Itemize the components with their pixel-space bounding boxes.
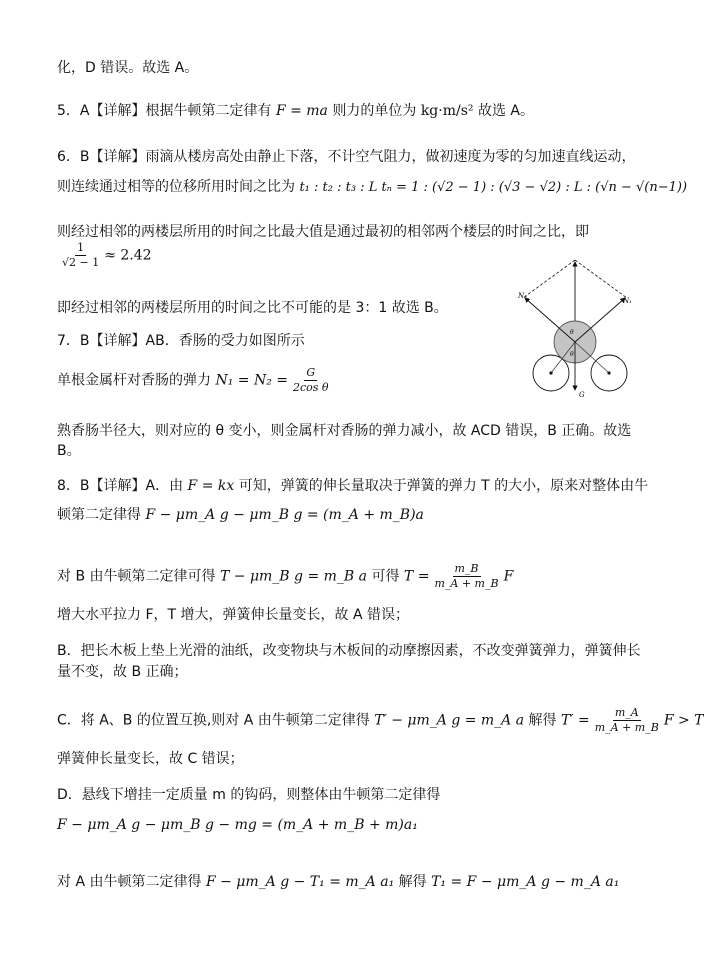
question-7-line3: 熟香肠半径大，则对应的 θ 变小，则金属杆对香肠的弹力减小，故 ACD 错误，B 正确。故选 xyxy=(57,423,632,439)
label-theta: θ xyxy=(570,329,574,336)
q6-ratio-formula: t₁ : t₂ : t₃ : L tₙ = 1 : (√2 − 1) : (√3 − √2) : L : (√n − √(n−1)) xyxy=(299,180,688,195)
question-8-line10 xyxy=(57,815,418,835)
q8-text: 8．B【详解】A．由 xyxy=(57,478,188,494)
question-8-line2 xyxy=(57,505,424,525)
q8-text: 可得 xyxy=(367,568,404,585)
q8-formula: F = kx xyxy=(187,478,235,494)
q5-text: 则力的单位为 xyxy=(327,103,421,119)
label-n2: N₂ xyxy=(518,292,527,300)
q8-text: 对 A 由牛顿第二定律得 xyxy=(57,874,206,890)
q8-formula: T = xyxy=(403,568,430,585)
question-8-line7 xyxy=(57,706,704,735)
question-8-line3 xyxy=(57,562,513,591)
n1-arrow xyxy=(575,298,625,342)
question-8-line4: 增大水平拉力 F，T 增大，弹簧伸长量变长，故 A 错误； xyxy=(57,607,409,623)
question-8-line1 xyxy=(57,476,648,496)
label-g: G xyxy=(579,391,585,399)
question-8-line8: 弹簧伸长量变长，故 C 错误； xyxy=(57,751,244,767)
dashed-line xyxy=(523,260,575,298)
question-8-line11 xyxy=(57,872,619,892)
dashed-line xyxy=(575,260,627,298)
question-8-line9: D．悬线下增挂一定质量 m 的钩码，则整体由牛顿第二定律得 xyxy=(57,787,441,803)
question-6-line4 xyxy=(57,241,152,270)
question-6-line1: 6．B【详解】雨滴从楼房高处由静止下落，不计空气阻力，做初速度为零的匀加速直线运动， xyxy=(57,149,636,165)
q8-formula: F > T xyxy=(663,712,704,729)
q8-text: 可知，弹簧的伸长量取决于弹簧的弹力 T 的大小，原来对整体由牛 xyxy=(234,478,649,494)
q8-text: 对 B 由牛顿第二定律可得 xyxy=(57,568,220,585)
question-6-line2 xyxy=(57,177,687,198)
fraction: $\frac{1}{√2 - 1}$ xyxy=(62,241,100,269)
question-6-line3: 则经过相邻的两楼层所用的时间之比最大值是通过最初的相邻两个楼层的时间之比，即 xyxy=(57,224,589,240)
q6-text: 则连续通过相等的位移所用时间之比为 xyxy=(57,179,300,195)
q8-text: 顿第二定律得 xyxy=(57,507,146,523)
q7-text: 单根金属杆对香肠的弹力 xyxy=(57,372,216,389)
q8-text: 解得 xyxy=(394,874,432,890)
fraction: $\frac{m\_B}{m\_A + m\_B}$ xyxy=(434,562,499,590)
q8-formula: T′ − μm_A g = m_A a xyxy=(374,712,525,729)
q8-formula: F − μm_A g − μm_B g = (m_A + m_B)a xyxy=(145,507,424,523)
q5-unit: kg·m/s² xyxy=(420,103,474,119)
q5-text: 故选 A。 xyxy=(473,103,534,119)
q7-formula: N₁ = N₂ = xyxy=(215,372,288,389)
question-5 xyxy=(57,101,534,121)
question-7-line1: 7．B【详解】AB．香肠的受力如图所示 xyxy=(57,333,305,349)
question-6-line5: 即经过相邻的两楼层所用的时间之比不可能的是 3：1 故选 B。 xyxy=(57,300,448,316)
force-diagram xyxy=(515,258,633,400)
q8-text: C．将 A、B 的位置互换,则对 A 由牛顿第二定律得 xyxy=(57,712,375,729)
q8-formula: F − μm_A g − μm_B g − mg = (m_A + m_B + m)a₁ xyxy=(57,817,418,833)
q8-formula: T₁ = F − μm_A g − m_A a₁ xyxy=(431,874,620,890)
label-theta: θ xyxy=(570,351,574,358)
fraction: $\frac{m\_A}{m\_A + m\_B}$ xyxy=(594,706,659,734)
question-8-line5: B．把长木板上垫上光滑的油纸，改变物块与木板间的动摩擦因素，不改变弹簧弹力，弹簧伸长 xyxy=(57,643,641,659)
fraction: $\frac{G}{\text{2cos θ}}$ xyxy=(293,366,329,394)
label-n1: N₁ xyxy=(623,297,632,305)
approx-value: ≈ 2.42 xyxy=(104,247,152,264)
q8-formula: T′ = xyxy=(561,712,590,729)
question-7-line2 xyxy=(57,366,334,395)
q8-text: 解得 xyxy=(524,712,561,729)
n2-arrow xyxy=(525,298,575,342)
question-8-line6: 量不变，故 B 正确； xyxy=(57,664,188,680)
question-7-line4: B。 xyxy=(57,443,81,459)
q8-formula: F xyxy=(503,568,514,585)
text-line: 化，D 错误。故选 A。 xyxy=(57,60,199,76)
q8-formula: F − μm_A g − T₁ = m_A a₁ xyxy=(205,874,395,890)
q5-text: 5．A【详解】根据牛顿第二定律有 xyxy=(57,103,276,119)
q5-formula: F = ma xyxy=(275,103,328,119)
q8-formula: T − μm_B g = m_B a xyxy=(219,568,368,585)
